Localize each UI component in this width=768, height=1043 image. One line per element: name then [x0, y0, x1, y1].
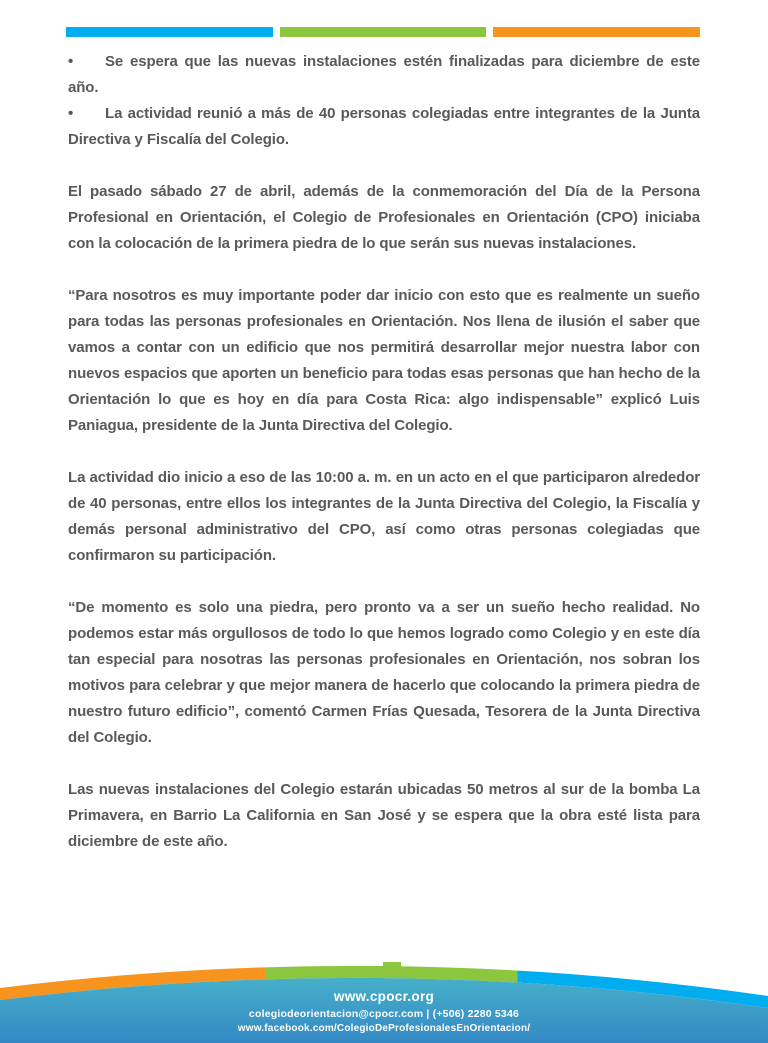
bullet-icon: •	[68, 105, 74, 122]
top-bar-green-segment	[280, 27, 487, 37]
paragraph-intro: El pasado sábado 27 de abril, además de la conmemoración del Día de la Persona Profesional en Orientación, el Colegio de Profesionales en Orientación (CPO) iniciaba con la colocación de la primera piedra de lo que serán sus nuevas instalaciones.	[68, 183, 700, 252]
footer-contact-line: colegiodeorientacion@cpocr.com | (+506) 2280 5346	[248, 1008, 520, 1020]
bullet-item	[68, 101, 700, 153]
footer-website-link[interactable]: www.cpocr.org	[333, 989, 435, 1004]
top-bar-blue-segment	[66, 27, 273, 37]
top-color-bar	[66, 27, 700, 37]
bullet-text: La actividad reunió a más de 40 personas colegiadas entre integrantes de la Junta Directiva y Fiscalía del Colegio.	[68, 105, 700, 148]
top-bar-orange-segment	[493, 27, 700, 37]
paragraph-quote-carmen: “De momento es solo una piedra, pero pronto va a ser un sueño hecho realidad. No podemos estar más orgullosos de todo lo que hemos logrado como Colegio y en este día tan especial para nosotras las personas profesionales en Orientación, nos sobran los motivos para celebrar y que mejor manera de hacerlo que colocando la primera piedra de nuestro futuro edificio”, comentó Carmen Frías Quesada, Tesorera de la Junta Directiva del Colegio.	[68, 599, 700, 746]
paragraph-quote-luis: “Para nosotros es muy importante poder dar inicio con esto que es realmente un sueño para todas las personas profesionales en Orientación. Nos llena de ilusión el saber que vamos a contar con un edificio que nos permitirá desarrollar mejor nuestra labor con nuevos espacios que aporten un beneficio para todas esas personas que han hecho de la Orientación lo que es hoy en día para Costa Rica: algo indispensable” explicó Luis Paniagua, presidente de la Junta Directiva del Colegio.	[68, 287, 700, 434]
bullet-text: Se espera que las nuevas instalaciones estén finalizadas para diciembre de este año.	[68, 53, 700, 96]
bullet-icon: •	[68, 53, 74, 70]
bullet-item	[68, 49, 700, 101]
article-body	[68, 49, 700, 881]
footer-facebook-link[interactable]: www.facebook.com/ColegioDeProfesionalesEnOrientacion/	[237, 1023, 531, 1034]
paragraph-activity: La actividad dio inicio a eso de las 10:00 a. m. en un acto en el que participaron alrededor de 40 personas, entre ellos los integrantes de la Junta Directiva del Colegio, la Fiscalía y demás personal administrativo del CPO, así como otras personas colegiadas que confirmaron su participación.	[68, 469, 700, 564]
summary-bullet-list	[68, 49, 700, 153]
paragraph-location: Las nuevas instalaciones del Colegio estarán ubicadas 50 metros al sur de la bomba La Primavera, en Barrio La California en San José y se espera que la obra esté lista para diciembre de este año.	[68, 781, 700, 850]
